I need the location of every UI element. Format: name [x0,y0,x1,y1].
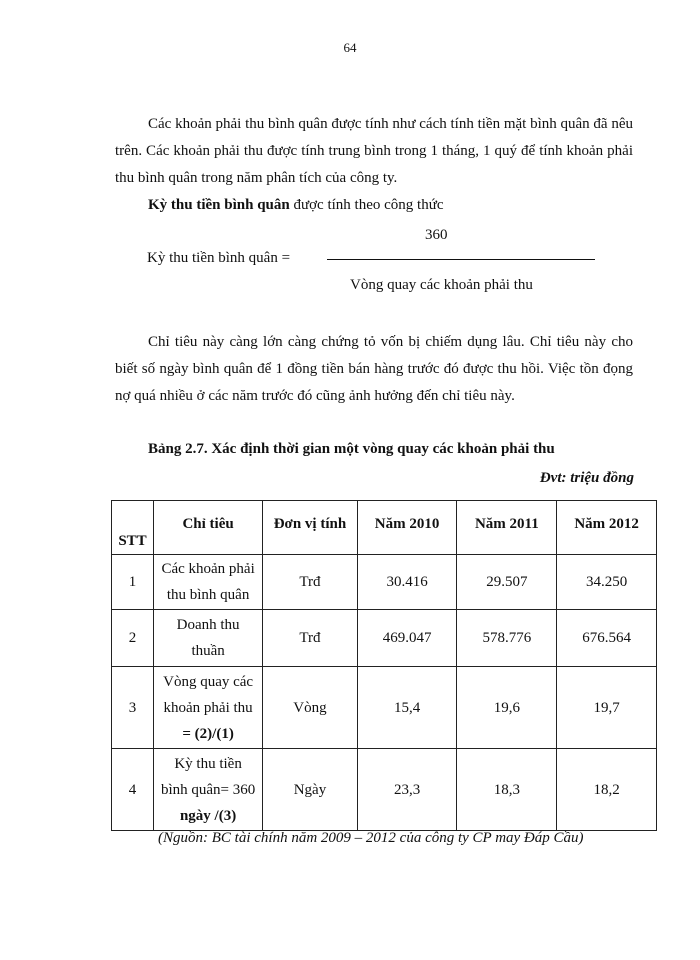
header-2011: Năm 2011 [457,501,557,555]
table-row [112,749,657,831]
indicator-line: thu bình quân [166,587,250,603]
header-2010: Năm 2010 [357,501,457,555]
paragraph-indicator-explanation [115,329,633,410]
header-stt: STT [112,501,154,555]
cell-indicator [154,610,263,667]
cell-indicator [154,555,263,610]
cell-stt: 4 [112,749,154,831]
table-source-note: (Nguồn: BC tài chính năm 2009 – 2012 của công ty CP may Đáp Cầu) [158,830,584,846]
cell-unit: Vòng [263,667,358,749]
cell-2011: 29.507 [457,555,557,610]
cell-indicator [154,667,263,749]
indicator-line: ngày /(3) [179,807,237,824]
header-2012: Năm 2012 [557,501,657,555]
cell-2010: 30.416 [357,555,457,610]
fraction-bar [327,259,595,260]
cell-2012: 18,2 [557,749,657,831]
indicator-line: Doanh thu [176,617,240,633]
cell-2011: 18,3 [457,749,557,831]
indicator-line: Các khoản phải [161,561,255,577]
table-header-row [112,501,657,555]
cell-unit: Trđ [263,555,358,610]
para1-line1: Các khoản phải thu bình quân được tính như cách tính tiền mặt bình quân [148,116,590,132]
cell-stt: 1 [112,555,154,610]
indicator-line: = (2)/(1) [182,725,234,742]
paragraph-receivables-intro [115,111,633,192]
formula-numerator: 360 [425,227,448,243]
table-row [112,610,657,667]
table-caption: Bảng 2.7. Xác định thời gian một vòng quay các khoản phải thu [148,441,555,457]
formula-intro [115,192,633,219]
formula-label: Kỳ thu tiền bình quân = [147,250,291,266]
para2-line3: Việc tồn đọng nợ quá nhiều ở các năm trước đó cũng ảnh hưởng đến chỉ tiêu [115,361,633,404]
unit-note: Đvt: triệu đồng [539,470,634,486]
para2-line2: cho biết số ngày bình quân để 1 đồng tiền bán hàng trước đó được thu hồi. [115,334,633,377]
para2-line1: Chỉ tiêu này càng lớn càng chứng tỏ vốn bị chiếm dụng lâu. Chỉ tiêu này [148,334,607,350]
cell-stt: 3 [112,667,154,749]
table-row [112,555,657,610]
cell-2012: 19,7 [557,667,657,749]
cell-2011: 19,6 [457,667,557,749]
table-row [112,667,657,749]
para1-line2: đã nêu trên. Các khoản phải thu được tính trung bình trong 1 tháng, 1 quý để [115,116,633,159]
formula-intro-rest: được tính theo công thức [289,197,444,213]
cell-2010: 23,3 [357,749,457,831]
header-unit: Đơn vị tính [263,501,358,555]
cell-2012: 34.250 [557,555,657,610]
para1-line3: tính khoản phải thu bình quân trong năm phân tích của công ty. [115,143,634,186]
cell-stt: 2 [112,610,154,667]
indicator-line: bình quân= 360 [160,781,256,798]
indicator-line: khoản phải thu [163,699,253,716]
cell-2011: 578.776 [457,610,557,667]
para2-line4: này. [490,388,515,404]
cell-2012: 676.564 [557,610,657,667]
indicator-line: Vòng quay các [163,673,254,690]
cell-unit: Trđ [263,610,358,667]
indicator-line: Kỳ thu tiền [174,755,242,772]
formula-intro-term: Kỳ thu tiền bình quân [148,197,290,213]
cell-unit: Ngày [263,749,358,831]
cell-2010: 15,4 [357,667,457,749]
indicator-line: thuần [191,643,225,659]
header-indicator: Chỉ tiêu [154,501,263,555]
cell-indicator [154,749,263,831]
cell-2010: 469.047 [357,610,457,667]
receivables-turnover-table [111,500,657,831]
formula-denominator: Vòng quay các khoản phải thu [350,277,533,293]
page-number: 64 [343,40,357,55]
